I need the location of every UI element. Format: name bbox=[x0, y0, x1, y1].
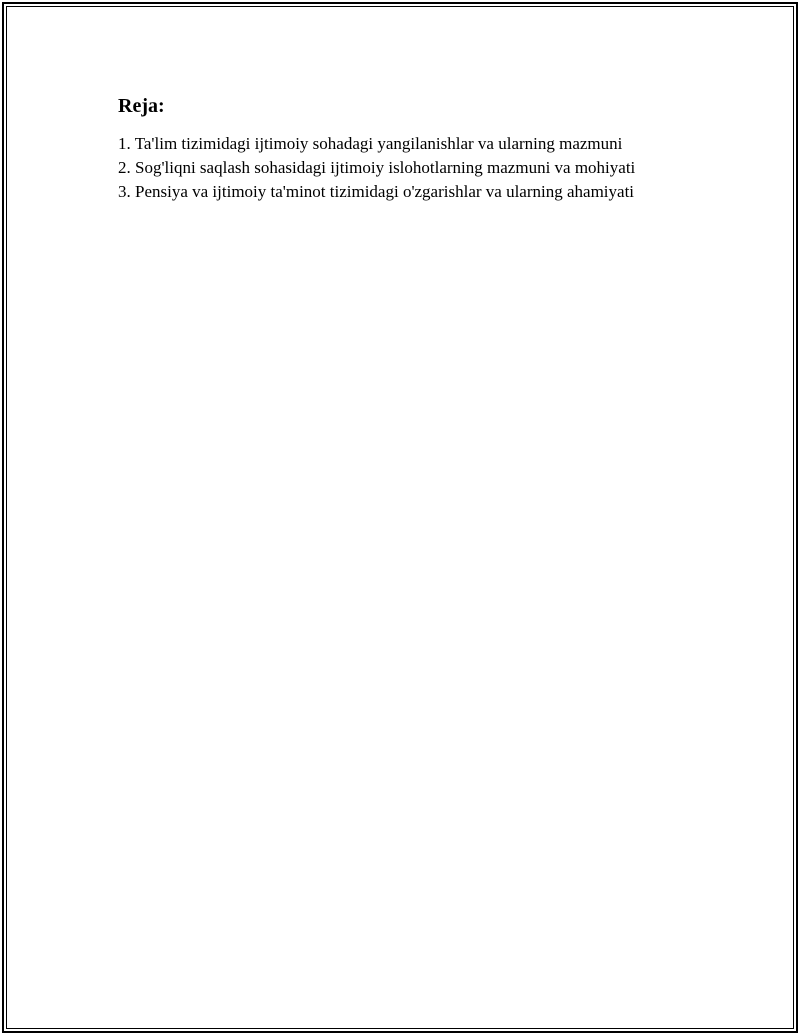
plan-item-2: 2. Sog'liqni saqlash sohasidagi ijtimoiy islohotlarning mazmuni va mohiyati bbox=[118, 158, 636, 177]
plan-item-3: 3. Pensiya va ijtimoiy ta'minot tizimidagi o'zgarishlar va ularning ahamiyati bbox=[118, 182, 635, 201]
plan-heading: Reja: bbox=[118, 95, 165, 117]
plan-item-1: 1. Ta'lim tizimidagi ijtimoiy sohadagi yangilanishlar va ularning mazmuni bbox=[118, 134, 623, 153]
document-body bbox=[118, 94, 738, 204]
plan-list bbox=[118, 132, 738, 204]
